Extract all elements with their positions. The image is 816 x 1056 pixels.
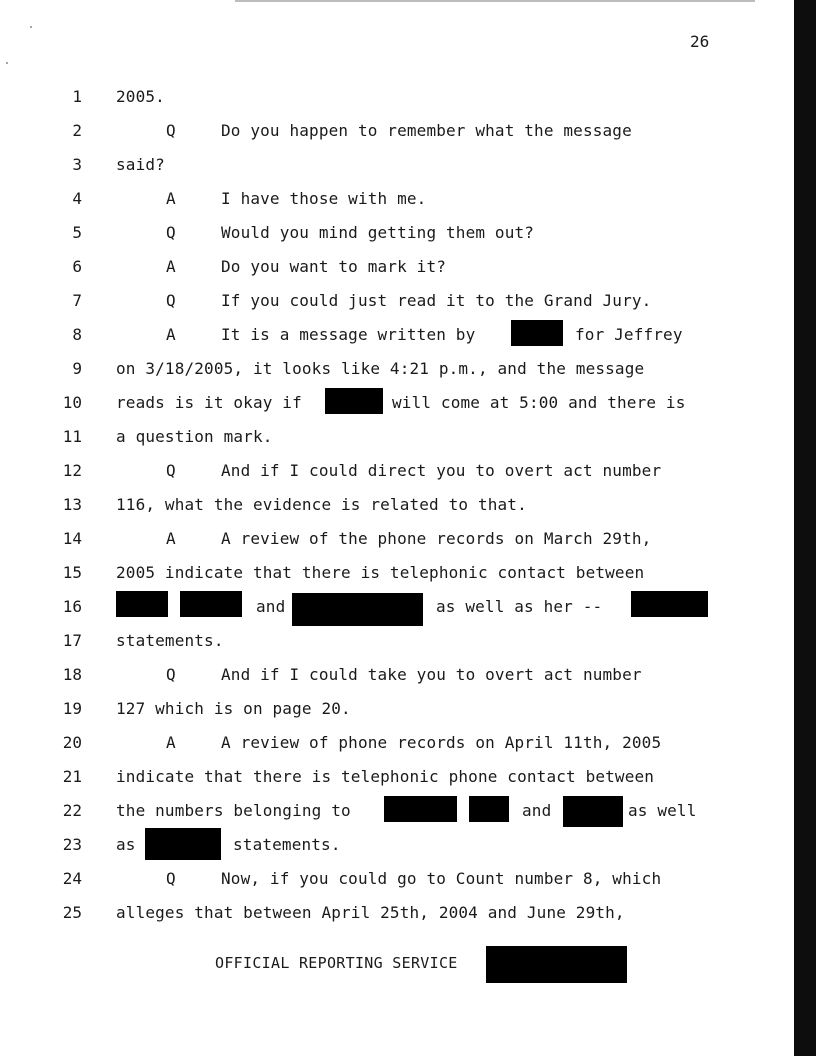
line-text: and <box>522 801 552 820</box>
speaker-marker: Q <box>166 121 176 140</box>
redaction-box <box>511 320 563 346</box>
line-number: 4 <box>72 189 82 208</box>
line-text: 2005. <box>116 87 165 106</box>
line-text: the numbers belonging to <box>116 801 351 820</box>
line-text: as well as her -- <box>436 597 603 616</box>
scan-speck <box>30 26 32 28</box>
line-number: 13 <box>62 495 82 514</box>
line-text: as <box>116 835 136 854</box>
speaker-marker: Q <box>166 665 176 684</box>
redaction-box <box>116 591 168 617</box>
speaker-marker: A <box>166 529 176 548</box>
line-number: 17 <box>62 631 82 650</box>
line-number: 25 <box>62 903 82 922</box>
line-number: 18 <box>62 665 82 684</box>
line-number: 2 <box>72 121 82 140</box>
line-number: 22 <box>62 801 82 820</box>
redaction-box <box>563 796 623 827</box>
redaction-box <box>145 828 221 860</box>
redaction-box <box>292 593 423 626</box>
line-text: for Jeffrey <box>575 325 683 344</box>
line-text: 2005 indicate that there is telephonic contact between <box>116 563 645 582</box>
speaker-marker: A <box>166 257 176 276</box>
redaction-box <box>469 796 509 822</box>
speaker-marker: Q <box>166 291 176 310</box>
line-number: 16 <box>62 597 82 616</box>
line-number: 14 <box>62 529 82 548</box>
line-text: a question mark. <box>116 427 273 446</box>
speaker-marker: Q <box>166 223 176 242</box>
line-number: 3 <box>72 155 82 174</box>
line-text: If you could just read it to the Grand Jury. <box>221 291 652 310</box>
line-text: indicate that there is telephonic phone contact between <box>116 767 655 786</box>
scan-page-edge <box>794 0 816 1056</box>
line-number: 8 <box>72 325 82 344</box>
line-number: 21 <box>62 767 82 786</box>
line-text: It is a message written by <box>221 325 476 344</box>
line-number: 1 <box>72 87 82 106</box>
line-text: statements. <box>233 835 341 854</box>
line-number: 9 <box>72 359 82 378</box>
line-text: Now, if you could go to Count number 8, which <box>221 869 662 888</box>
line-number: 7 <box>72 291 82 310</box>
speaker-marker: A <box>166 189 176 208</box>
line-text: I have those with me. <box>221 189 427 208</box>
line-text: And if I could direct you to overt act number <box>221 461 662 480</box>
speaker-marker: A <box>166 733 176 752</box>
line-text: on 3/18/2005, it looks like 4:21 p.m., and the message <box>116 359 645 378</box>
line-number: 12 <box>62 461 82 480</box>
line-text: 116, what the evidence is related to that. <box>116 495 527 514</box>
line-number: 6 <box>72 257 82 276</box>
line-text: reads is it okay if <box>116 393 302 412</box>
line-text: Do you want to mark it? <box>221 257 447 276</box>
speaker-marker: A <box>166 325 176 344</box>
redaction-box <box>384 796 457 822</box>
redaction-box <box>180 591 242 617</box>
line-text: said? <box>116 155 165 174</box>
line-number: 19 <box>62 699 82 718</box>
line-text: Do you happen to remember what the message <box>221 121 632 140</box>
line-number: 10 <box>62 393 82 412</box>
speaker-marker: Q <box>166 461 176 480</box>
footer-redaction-box <box>486 946 627 983</box>
page-number: 26 <box>690 32 710 51</box>
line-text: as well <box>628 801 697 820</box>
line-number: 20 <box>62 733 82 752</box>
line-text: 127 which is on page 20. <box>116 699 351 718</box>
line-text: A review of the phone records on March 29th, <box>221 529 652 548</box>
line-text: will come at 5:00 and there is <box>392 393 686 412</box>
footer-reporting-service: OFFICIAL REPORTING SERVICE <box>215 954 458 972</box>
line-number: 23 <box>62 835 82 854</box>
line-number: 15 <box>62 563 82 582</box>
scan-top-rule <box>235 0 755 2</box>
line-text: A review of phone records on April 11th, 2005 <box>221 733 662 752</box>
scan-speck <box>6 62 8 64</box>
redaction-box <box>325 388 383 414</box>
line-text: alleges that between April 25th, 2004 and June 29th, <box>116 903 625 922</box>
redaction-box <box>631 591 708 617</box>
line-text: Would you mind getting them out? <box>221 223 535 242</box>
line-text: and <box>256 597 286 616</box>
speaker-marker: Q <box>166 869 176 888</box>
line-text: And if I could take you to overt act number <box>221 665 642 684</box>
line-number: 11 <box>62 427 82 446</box>
line-text: statements. <box>116 631 224 650</box>
line-number: 5 <box>72 223 82 242</box>
line-number: 24 <box>62 869 82 888</box>
